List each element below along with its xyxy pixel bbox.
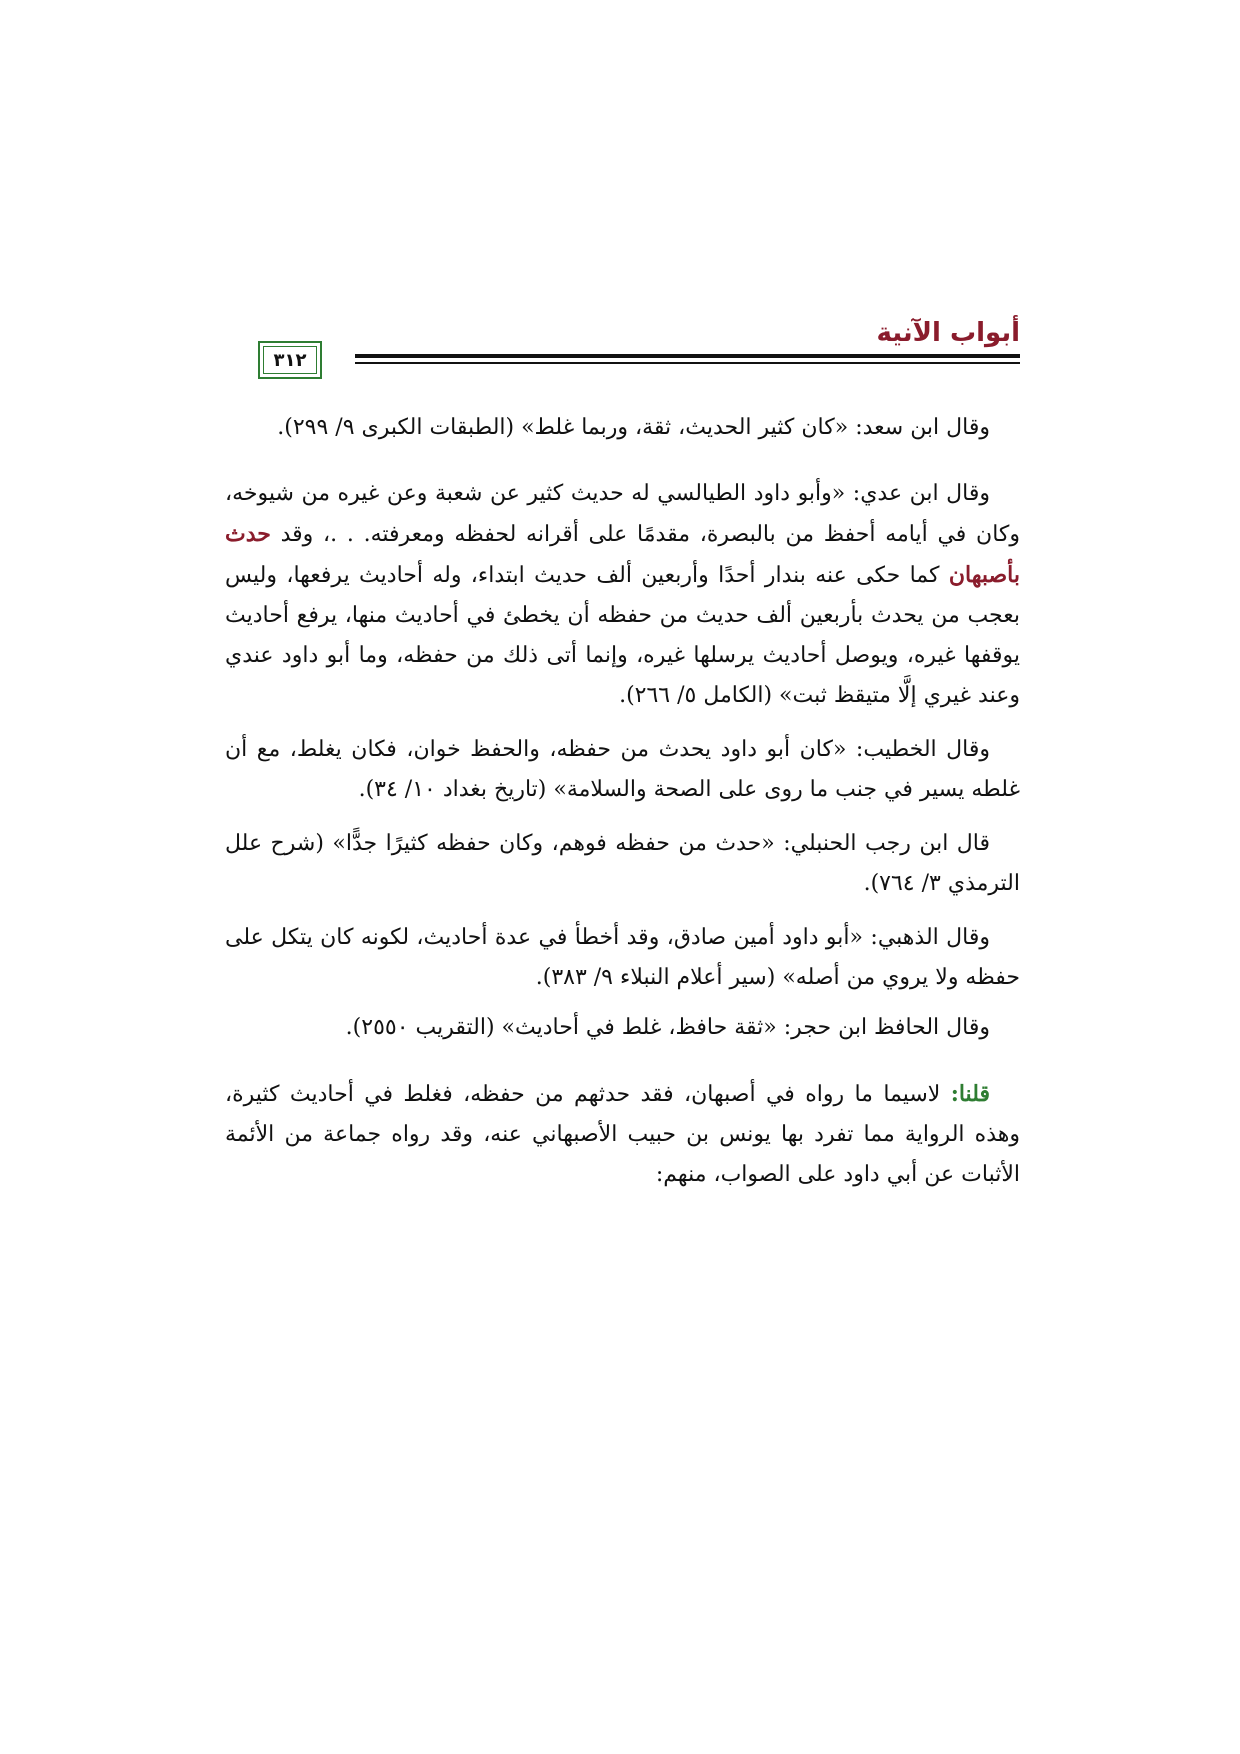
paragraph-text: وقال ابن عدي: «وأبو داود الطيالسي له حديث كثير عن شعبة وعن غيره من شيوخه، وكان في أيامه أحفظ من بالبصرة، مقدمًا على أقرانه لحفظه ومعرفته. . .، وقد <box>225 481 1020 547</box>
paragraph-ibn-rajab: قال ابن رجب الحنبلي: «حدث من حفظه فوهم، وكان حفظه كثيرًا جدًّا» (شرح علل الترمذي ٣/ ٧٦٤). <box>225 831 1020 896</box>
paragraph-al-khatib: وقال الخطيب: «كان أبو داود يحدث من حفظه، والحفظ خوان، فكان يغلط، مع أن غلطه يسير في جنب ما روى على الصحة والسلامة» (تاريخ بغداد ١٠/ ٣٤). <box>225 737 1020 802</box>
page-number: ٣١٢ <box>273 349 307 371</box>
paragraph-ibn-saad: وقال ابن سعد: «كان كثير الحديث، ثقة، وربما غلط» (الطبقات الكبرى ٩/ ٢٩٩). <box>277 415 990 440</box>
paragraph-ibn-hajar: وقال الحافظ ابن حجر: «ثقة حافظ، غلط في أحاديث» (التقريب ٢٥٥٠). <box>345 1015 990 1040</box>
paragraph-al-dhahabi: وقال الذهبي: «أبو داود أمين صادق، وقد أخطأ في عدة أحاديث، لكونه كان يتكل على حفظه ولا يروي من أصله» (سير أعلام النبلاء ٩/ ٣٨٣). <box>225 925 1020 990</box>
paragraph-ibn-adi <box>225 474 1020 716</box>
paragraph-qulna <box>225 1074 1020 1195</box>
page-body <box>225 408 1020 1195</box>
paragraph-text: لاسيما ما رواه في أصبهان، فقد حدثهم من حفظه، فغلط في أحاديث كثيرة، وهذه الرواية مما تفرد بها يونس بن حبيب الأصبهاني عنه، وقد رواه جماعة من الأئمة الأثبات عن أبي داود على الصواب، منهم: <box>225 1082 1020 1187</box>
page-number-badge <box>225 340 355 380</box>
page-header <box>225 318 1020 388</box>
chapter-title: أبواب الآنية <box>876 318 1020 348</box>
paragraph-text: كما حكى عنه بندار أحدًا وأربعين ألف حديث ابتداء، وله أحاديث يرفعها، وليس بعجب من يحدث بأربعين ألف حديث من حفظه أن يخطئ في أحاديث منها، يرفع أحاديث يوقفها غيره، ويوصل أحاديث يرسلها غيره، وإنما أتى ذلك من حفظه، وما أبو داود عندي وعند غيري إلَّا متيقظ ثبت» (الكامل ٥/ ٢٦٦). <box>225 563 1020 708</box>
qulna-label: قلنا: <box>950 1081 990 1107</box>
highlight-text: حدث بأصبهان <box>225 521 1020 588</box>
page-number-frame <box>258 341 322 379</box>
